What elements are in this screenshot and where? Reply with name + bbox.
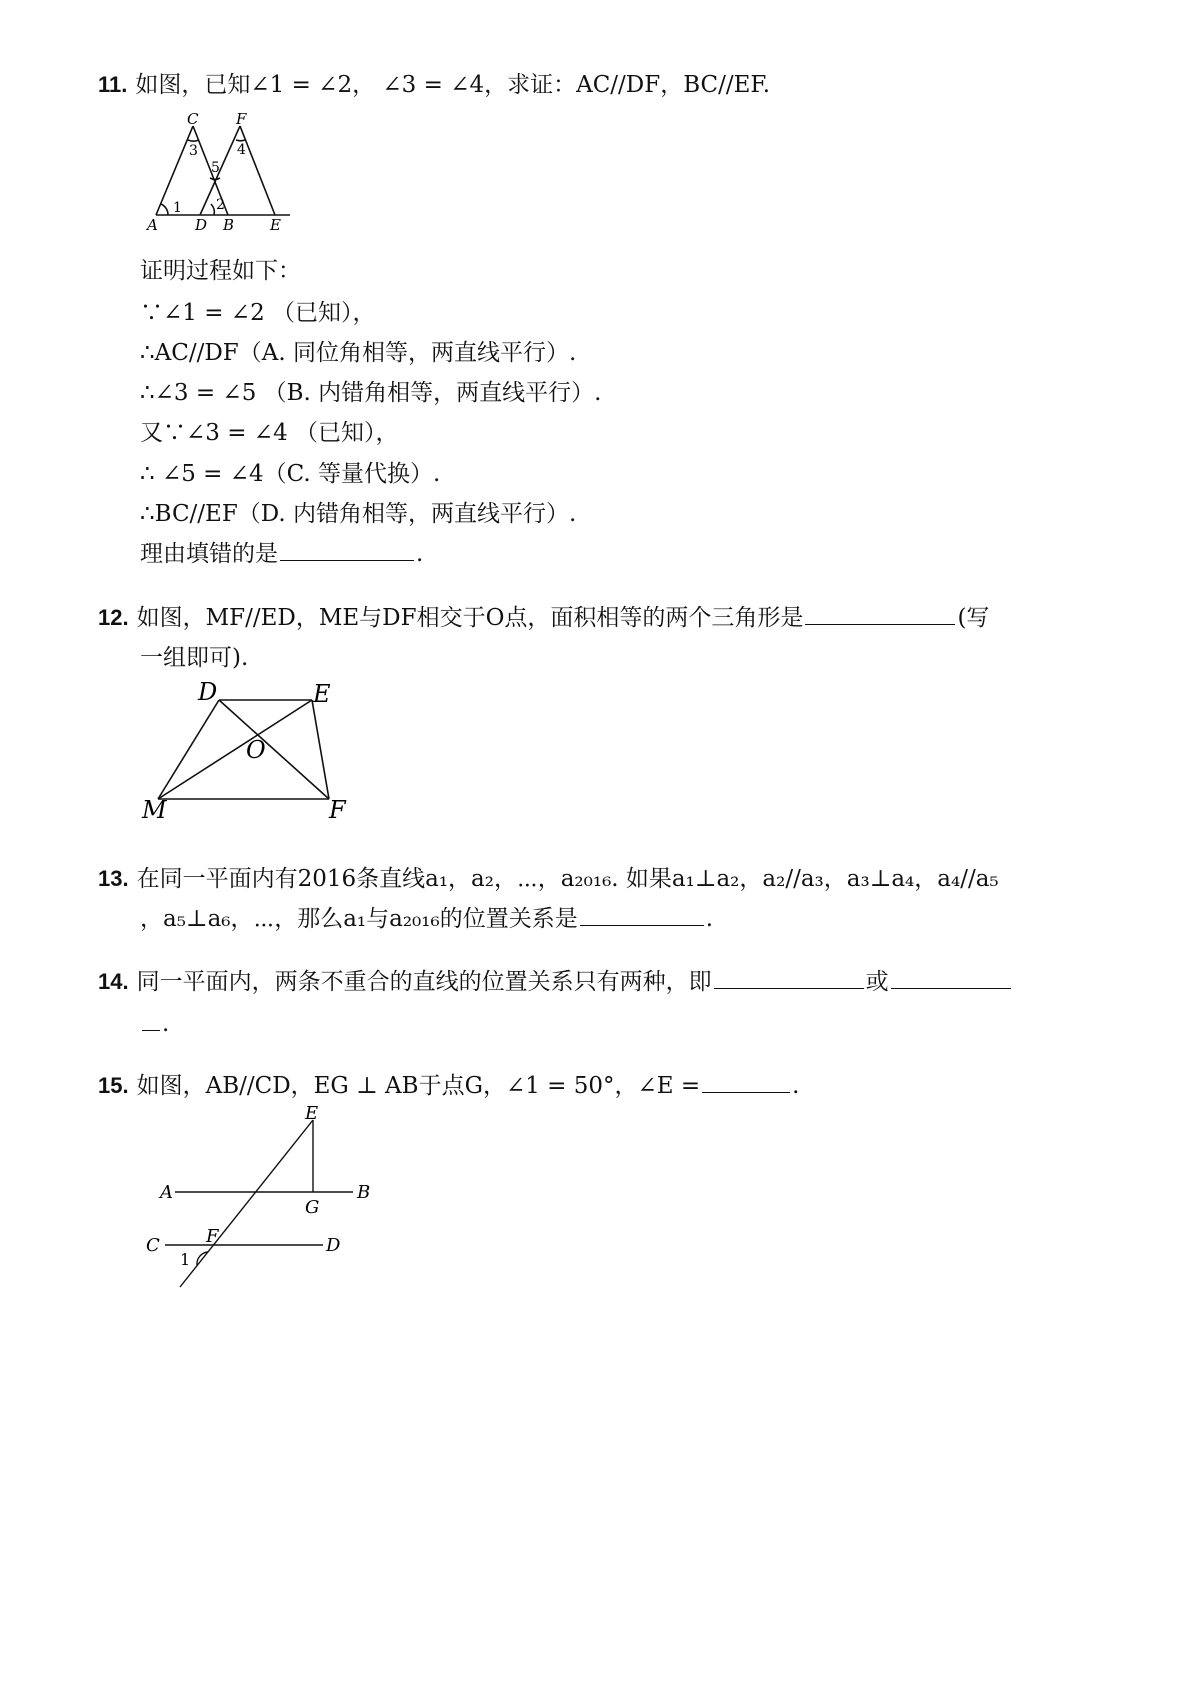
q11-stem-line — [98, 70, 770, 100]
q11-angle-1: 1 — [173, 200, 182, 216]
q11-label-C: C — [187, 110, 199, 128]
q11-stem: 如图，已知∠1 = ∠2， ∠3 = ∠4，求证：AC//DF，BC//EF. — [135, 72, 771, 98]
q13-answer-blank[interactable] — [580, 903, 704, 926]
q11-answer-line — [140, 538, 423, 569]
q15-number: 15. — [98, 1073, 129, 1098]
q11-label-A: A — [147, 216, 158, 234]
q15-figure — [140, 1100, 390, 1300]
q11-proof-line-6: ∴BC//EF（D. 内错角相等，两直线平行）. — [140, 501, 577, 527]
q13-stem-continued: ，a₅⊥a₆，⋯，那么a₁与a₂₀₁₆的位置关系是 — [140, 906, 578, 932]
q12-label-O: O — [246, 736, 266, 764]
q14-line-1 — [98, 966, 1013, 997]
q12-stem: 如图，MF//ED，ME与DF相交于O点，面积相等的两个三角形是 — [136, 605, 804, 631]
q14-answer-blank-2-continued[interactable] — [142, 1008, 160, 1031]
q14-answer-blank-2[interactable] — [891, 966, 1011, 989]
q13-stem: 在同一平面内有2016条直线a₁，a₂，⋯，a₂₀₁₆. 如果a₁⊥a₂，a₂//a₃，a₃⊥a₄，a₄//a₅ — [136, 866, 999, 892]
q15-stem: 如图，AB//CD，EG ⊥ AB于点G，∠1 = 50°，∠E = — [136, 1073, 701, 1099]
q14-number: 14. — [98, 969, 129, 994]
q13-stem-end: . — [705, 906, 714, 932]
q11-label-E: E — [270, 216, 281, 234]
q15-label-G: G — [305, 1197, 320, 1218]
q15-stem-end: . — [792, 1073, 800, 1099]
q15-label-E: E — [305, 1103, 319, 1124]
q14-stem-end: . — [162, 1011, 170, 1037]
q15-answer-blank[interactable] — [702, 1070, 790, 1093]
q11-figure — [140, 108, 300, 238]
q11-angle-3: 3 — [189, 143, 198, 159]
q11-angle-5: 5 — [211, 160, 220, 176]
q12-number: 12. — [98, 605, 129, 630]
q12-stem-tail: (写 — [957, 605, 990, 631]
q15-label-D: D — [326, 1235, 341, 1256]
q13-line-1 — [98, 864, 999, 894]
q11-answer-end: . — [416, 541, 424, 567]
q11-proof-line-2: ∴AC//DF（A. 同位角相等，两直线平行）. — [140, 340, 577, 366]
q14-stem: 同一平面内，两条不重合的直线的位置关系只有两种，即 — [136, 969, 712, 995]
q11-answer-blank[interactable] — [280, 538, 414, 561]
q11-proof-line-5: ∴ ∠5 = ∠4（C. 等量代换）. — [140, 461, 441, 487]
q11-proof-line-4: 又∵∠3 = ∠4 （已知）， — [140, 420, 399, 446]
q15-angle-1: 1 — [180, 1250, 191, 1269]
q12-label-M: M — [142, 796, 167, 824]
q11-label-F: F — [236, 110, 247, 128]
q13-line-2 — [140, 903, 713, 934]
q11-angle-4: 4 — [237, 142, 246, 158]
q12-label-E: E — [313, 680, 331, 708]
q11-proof-line-1: ∵∠1 = ∠2 （已知）， — [140, 300, 376, 326]
q14-or: 或 — [865, 969, 889, 995]
q14-line-2 — [140, 1008, 169, 1039]
q15-line-1 — [98, 1070, 799, 1101]
q12-answer-blank[interactable] — [805, 602, 955, 625]
q12-line-2: 一组即可). — [140, 645, 249, 671]
q12-label-D: D — [198, 678, 218, 706]
q11-proof-line-0: 证明过程如下： — [140, 258, 301, 284]
q12-line-1 — [98, 602, 989, 633]
q11-number: 11. — [98, 72, 128, 97]
q12-label-F: F — [329, 796, 346, 824]
q11-angle-2: 2 — [216, 197, 225, 213]
q11-label-B: B — [223, 216, 235, 234]
q15-label-A: A — [160, 1182, 173, 1203]
q15-label-B: B — [357, 1182, 371, 1203]
q11-proof-line-3: ∴∠3 = ∠5 （B. 内错角相等，两直线平行）. — [140, 380, 602, 406]
q11-answer-prompt: 理由填错的是 — [140, 541, 278, 567]
q13-number: 13. — [98, 866, 129, 891]
q12-figure — [136, 676, 366, 826]
q11-label-D: D — [195, 216, 208, 234]
q15-label-F: F — [206, 1226, 219, 1247]
q15-label-C: C — [146, 1235, 160, 1256]
q14-answer-blank-1[interactable] — [714, 966, 864, 989]
